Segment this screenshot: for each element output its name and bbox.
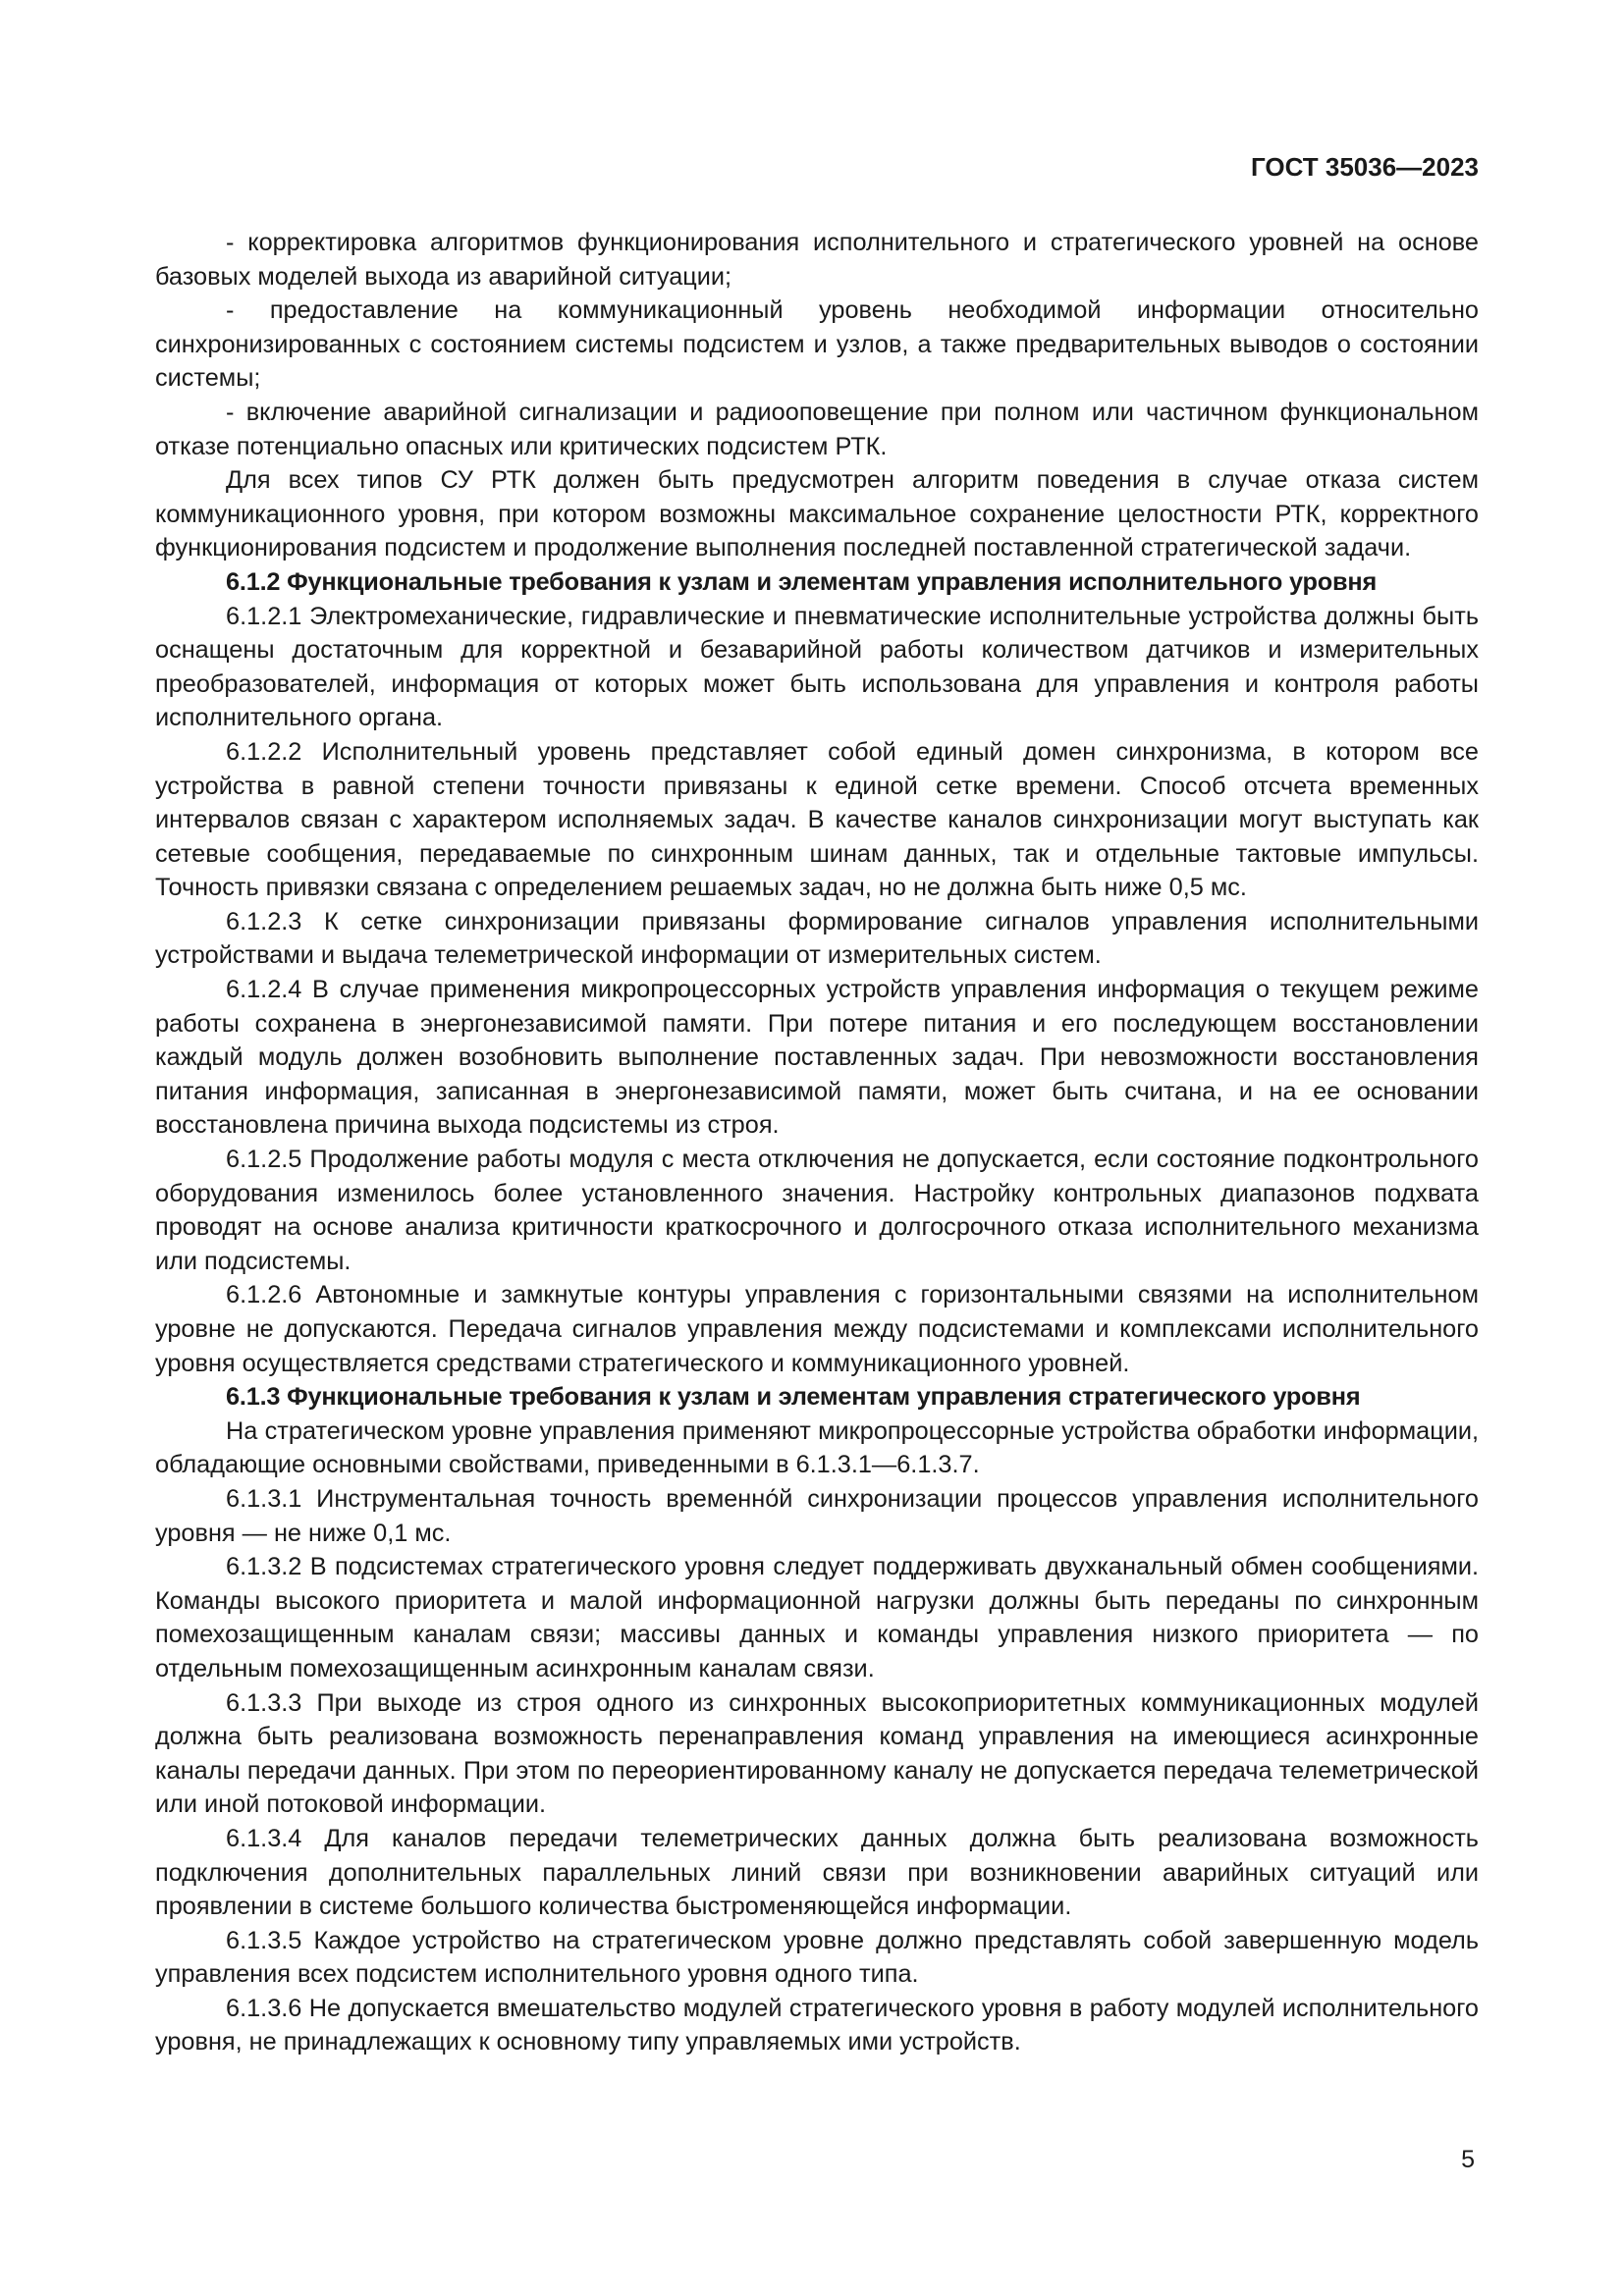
paragraph: 6.1.3.6 Не допускается вмешательство модулей стратегического уровня в работу модулей исполнительного уровня, не принадлежащих к основному типу управляемых ими устройств. [155, 1994, 1479, 2056]
section-heading: 6.1.3 Функциональные требования к узлам и элементам управления стратегического уровня [226, 1383, 1361, 1412]
paragraph: - включение аварийной сигнализации и радиооповещение при полном или частичном функциональном отказе потенциально опасных или критических подсистем РТК. [155, 398, 1479, 460]
document-body [155, 226, 1479, 2059]
paragraph: - корректировка алгоритмов функционирования исполнительного и стратегического уровней на основе базовых моделей выхода из аварийной ситуации; [155, 229, 1479, 291]
paragraph: На стратегическом уровне управления применяют микропроцессорные устройства обработки информации, обладающие основными свойствами, приведенными в 6.1.3.1—6.1.3.7. [155, 1416, 1479, 1479]
paragraph: 6.1.3.3 При выходе из строя одного из синхронных высокоприоритетных коммуникационных модулей должна быть реализована возможность перенаправления команд управления на имеющиеся асинхронные каналы передачи данных. При этом по переориентированному каналу не допускается передача телеметрической или иной потоковой информации. [155, 1688, 1479, 1819]
paragraph: 6.1.2.3 К сетке синхронизации привязаны формирование сигналов управления исполнительными устройствами и выдача телеметрической информации от измерительных систем. [155, 907, 1479, 970]
paragraph: 6.1.2.1 Электромеханические, гидравлические и пневматические исполнительные устройства должны быть оснащены достаточным для корректной и безаварийной работы количеством датчиков и измерительных преобразователей, информация от которых может быть использована для управления и контроля работы исполнительного органа. [155, 602, 1479, 732]
paragraph: 6.1.2.5 Продолжение работы модуля с места отключения не допускается, если состояние подконтрольного оборудования изменилось более установленного значения. Настройку контрольных диапазонов подхвата проводят на основе анализа критичности краткосрочного и долгосрочного отказа исполнительного механизма или подсистемы. [155, 1146, 1479, 1275]
section-heading: 6.1.2 Функциональные требования к узлам и элементам управления исполнительного уровня [226, 567, 1378, 596]
paragraph: 6.1.3.4 Для каналов передачи телеметрических данных должна быть реализована возможность подключения дополнительных параллельных линий связи при возникновении аварийных ситуаций или проявлении в системе большого количества быстроменяющейся информации. [155, 1824, 1479, 1921]
paragraph: 6.1.2.2 Исполнительный уровень представляет собой единый домен синхронизма, в котором все устройства в равной степени точности привязаны к единой сетке времени. Способ отсчета временных интервалов связан с характером исполняемых задач. В качестве каналов синхронизации могут выступать как сетевые сообщения, передаваемые по синхронным шинам данных, так и отдельные тактовые импульсы. Точность привязки связана с определением решаемых задач, но не должна быть ниже 0,5 мс. [155, 737, 1479, 902]
paragraph: 6.1.3.5 Каждое устройство на стратегическом уровне должно представлять собой завершенную модель управления всех подсистем исполнительного уровня одного типа. [155, 1926, 1479, 1989]
document-id: ГОСТ 35036—2023 [1251, 152, 1479, 182]
paragraph: 6.1.2.6 Автономные и замкнутые контуры управления с горизонтальными связями на исполнительном уровне не допускаются. Передача сигналов управления между подсистемами и комплексами исполнительного уровня осуществляется средствами стратегического и коммуникационного уровней. [155, 1281, 1479, 1377]
paragraph: 6.1.2.4 В случае применения микропроцессорных устройств управления информация о текущем режиме работы сохранена в энергонезависимой памяти. При потере питания и его последующем восстановлении каждый модуль должен возобновить выполнение поставленных задач. При невозможности восстановления питания информация, записанная в энергонезависимой памяти, может быть считана, и на ее основании восстановлена причина выхода подсистемы из строя. [155, 976, 1479, 1140]
paragraph: - предоставление на коммуникационный уровень необходимой информации относительно синхронизированных с состоянием системы подсистем и узлов, а также предварительных выводов о состоянии системы; [155, 296, 1479, 393]
paragraph: Для всех типов СУ РТК должен быть предусмотрен алгоритм поведения в случае отказа систем коммуникационного уровня, при котором возможны максимальное сохранение целостности РТК, корректного функционирования подсистем и продолжение выполнения последней поставленной стратегической задачи. [155, 466, 1479, 562]
paragraph: 6.1.3.1 Инструментальная точность временно́й синхронизации процессов управления исполнительного уровня — не ниже 0,1 мс. [155, 1484, 1479, 1547]
page-number: 5 [1461, 2146, 1475, 2173]
paragraph: 6.1.3.2 В подсистемах стратегического уровня следует поддерживать двухканальный обмен сообщениями. Команды высокого приоритета и малой информационной нагрузки должны быть переданы по синхронным помехозащищенным каналам связи; массивы данных и команды управления низкого приоритета — по отдельным помехозащищенным асинхронным каналам связи. [155, 1553, 1479, 1682]
